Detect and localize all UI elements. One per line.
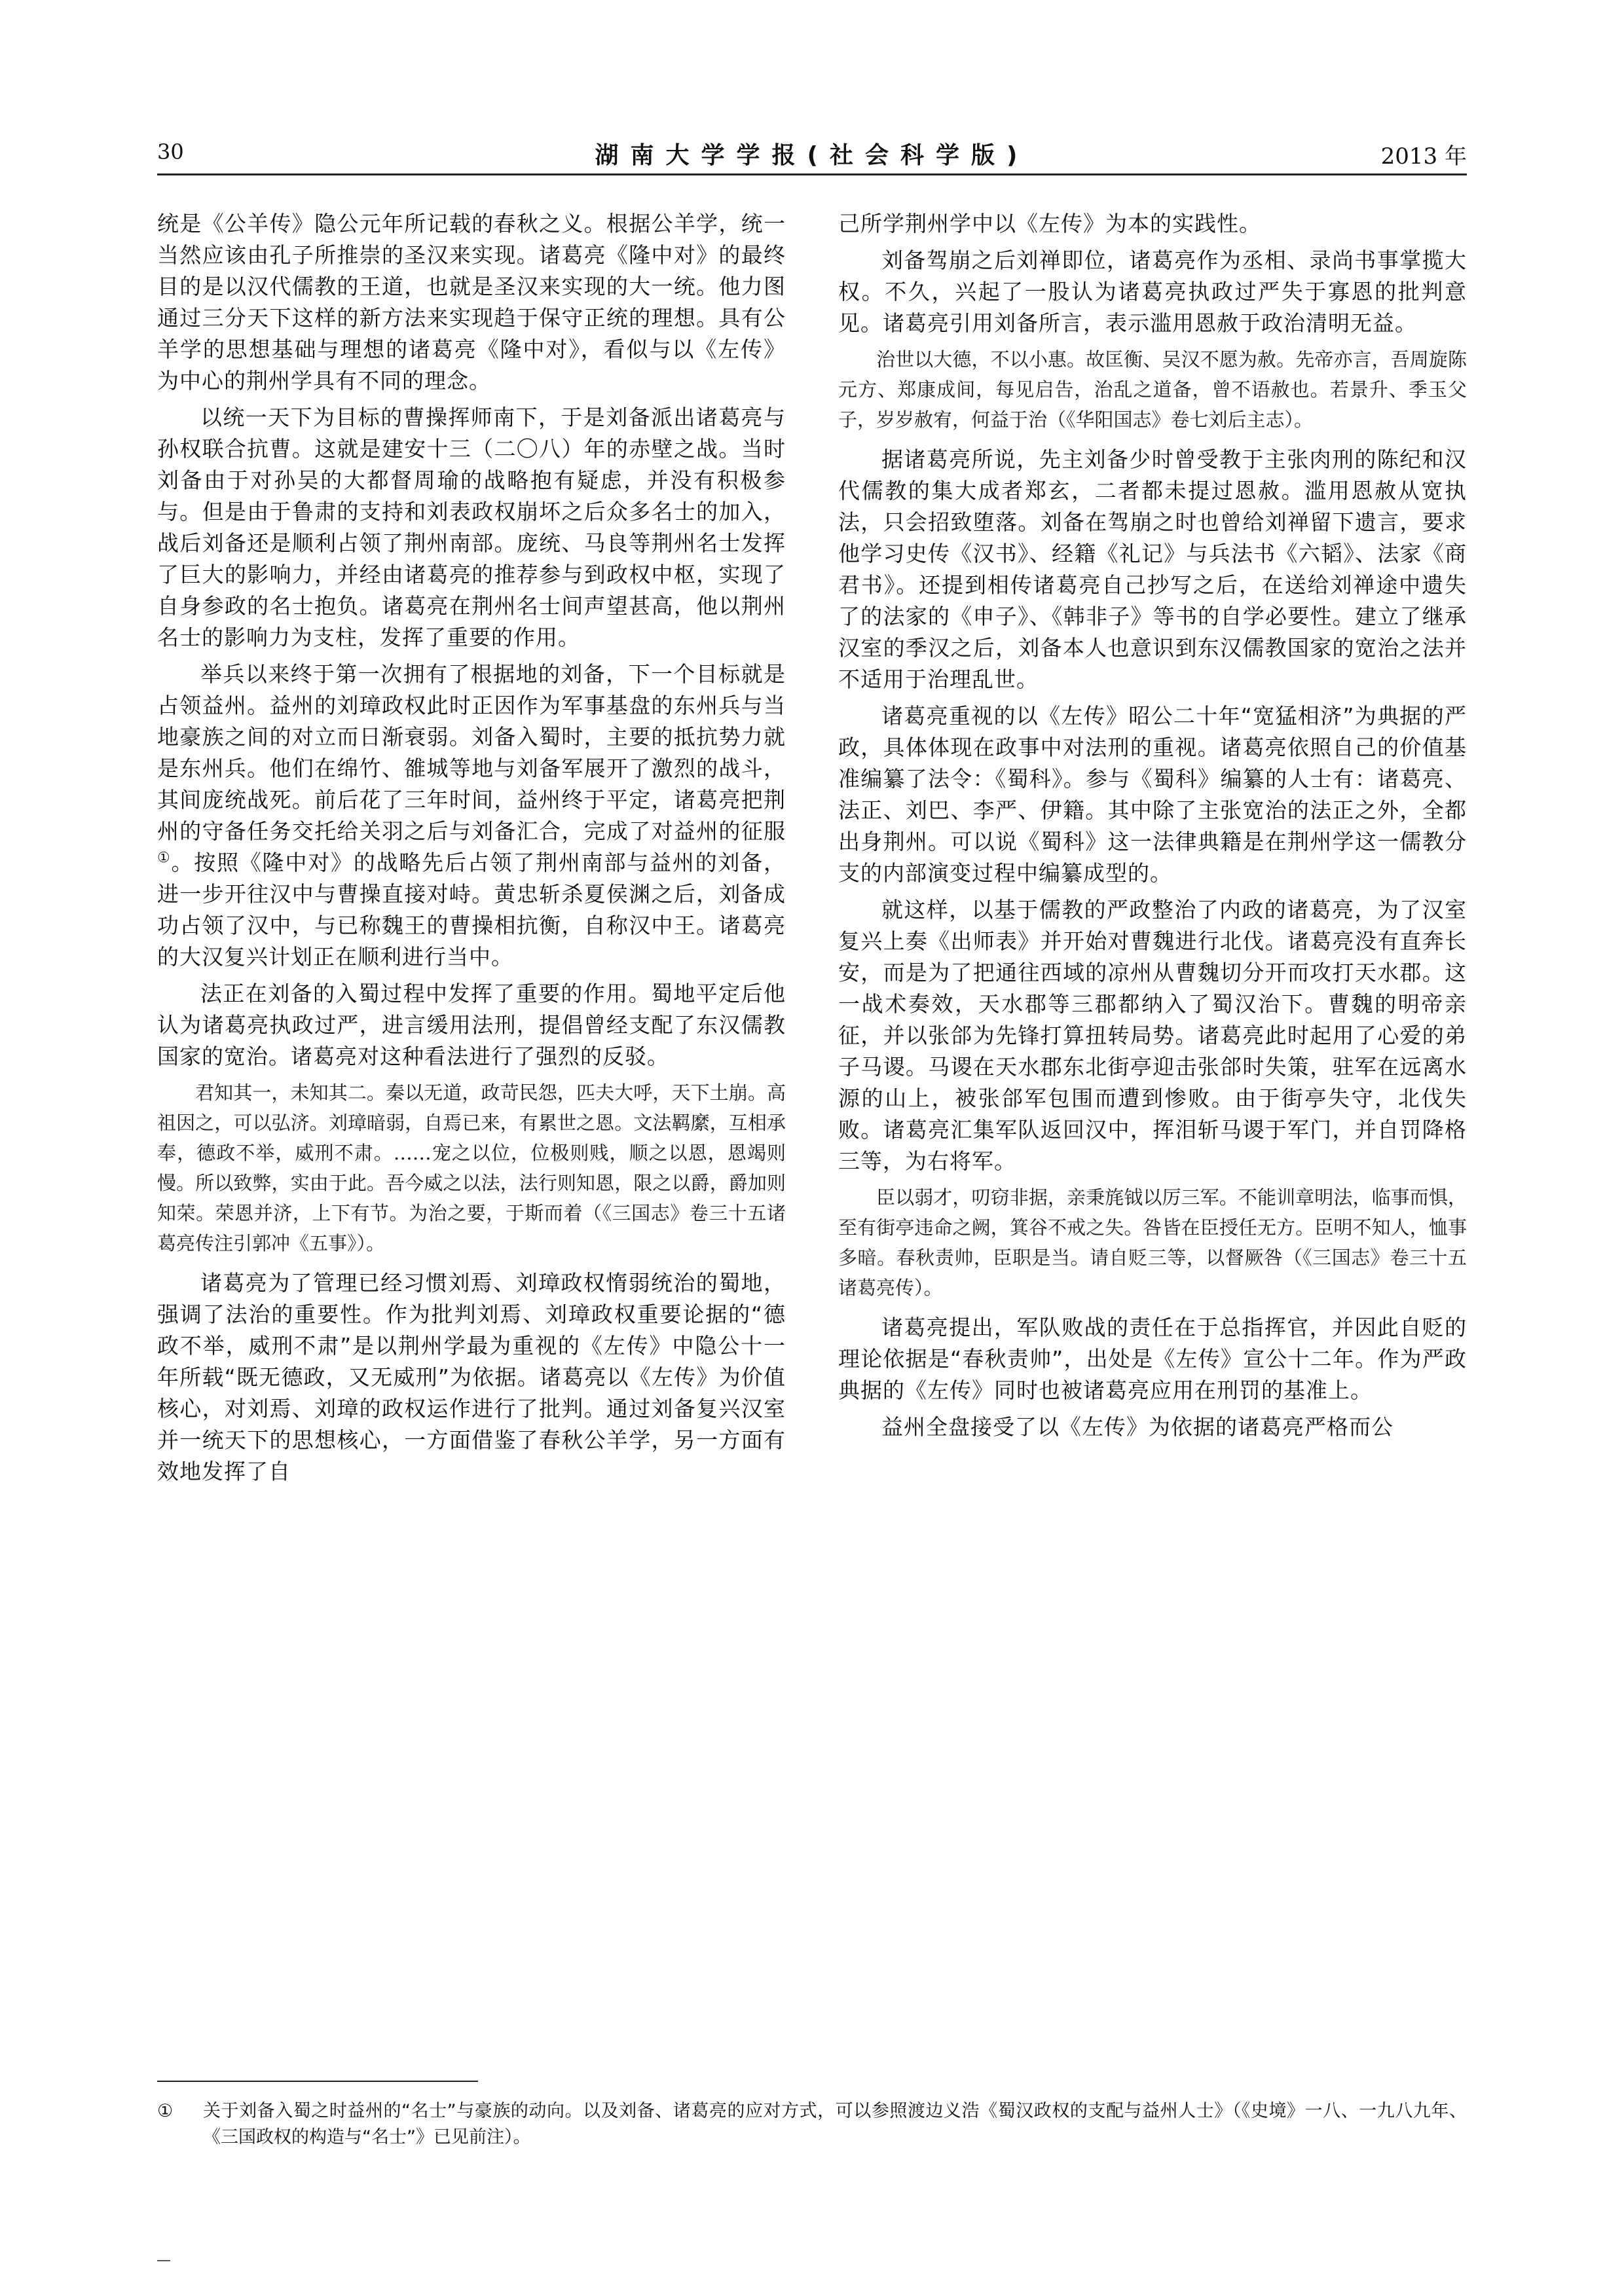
- paragraph: 就这样，以基于儒教的严政整治了内政的诸葛亮，为了汉室复兴上奏《出师表》并开始对曹魏进行北伐。诸葛亮没有直奔长安，而是为了把通往西域的凉州从曹魏切分开而攻打天水郡。这一战术奏效，天水郡等三郡都纳入了蜀汉治下。曹魏的明帝亲征，并以张郃为先锋打算扭转局势。诸葛亮此时起用了心爱的弟子马谡。马谡在天水郡东北街亭迎击张郃时失策，驻军在远离水源的山上，被张郃军包围而遭到惨败。由于街亭失守，北伐失败。诸葛亮汇集军队返回汉中，挥泪斩马谡于军门，并自罚降格三等，为右将军。: [838, 897, 1467, 1174]
- paragraph: 据诸葛亮所说，先主刘备少时曾受教于主张肉刑的陈纪和汉代儒教的集大成者郑玄，二者都未提过恩赦。滥用恩赦从宽执法，只会招致堕落。刘备在驾崩之时也曾给刘禅留下遗言，要求他学习史传《汉书》、经籍《礼记》与兵法书《六韬》、法家《商君书》。还提到相传诸葛亮自己抄写之后，在送给刘禅途中遗失了的法家的《申子》、《韩非子》等书的自学必要性。建立了继承汉室的季汉之后，刘备本人也意识到东汉儒教国家的宽治之法并不适用于治理乱世。: [838, 446, 1467, 692]
- paragraph: 统是《公羊传》隐公元年所记载的春秋之义。根据公羊学，统一当然应该由孔子所推崇的圣汉来实现。诸葛亮《隆中对》的最终目的是以汉代儒教的王道，也就是圣汉来实现的大一统。他力图通过三分天下这样的新方法来实现趋于保守正统的理想。具有公羊学的思想基础与理想的诸葛亮《隆中对》，看似与以《左传》为中心的荆州学具有不同的理念。: [157, 211, 786, 393]
- footnote-number: ①: [157, 2101, 174, 2121]
- footnote-divider: [157, 2081, 478, 2082]
- paragraph-text: 。按照《隆中对》的战略先后占领了荆州南部与益州的刘备，进一步开往汉中与曹操直接对峙。黄忠斩杀夏侯渊之后，刘备成功占领了汉中，与已称魏王的曹操相抗衡，自称汉中王。诸葛亮的大汉复兴计划正在顺利进行当中。: [157, 850, 786, 970]
- paragraph: 诸葛亮提出，军队败战的责任在于总指挥官，并因此自贬的理论依据是“春秋责帅”，出处是《左传》宣公十二年。作为严政典据的《左传》同时也被诸葛亮应用在刑罚的基准上。: [838, 1315, 1467, 1403]
- running-header: [157, 134, 1467, 175]
- page-number: 30: [157, 139, 184, 164]
- footnote-marker[interactable]: ①: [157, 850, 172, 866]
- paragraph: 法正在刘备的入蜀过程中发挥了重要的作用。蜀地平定后他认为诸葛亮执政过严，进言缓用法刑，提倡曾经支配了东汉儒教国家的宽治。诸葛亮对这种看法进行了强烈的反驳。: [157, 981, 786, 1069]
- paragraph: 刘备驾崩之后刘禅即位，诸葛亮作为丞相、录尚书事掌揽大权。不久，兴起了一股认为诸葛亮执政过严失于寡恩的批判意见。诸葛亮引用刘备所言，表示滥用恩赦于政治清明无益。: [838, 247, 1467, 336]
- page-corner-mark: [157, 2260, 170, 2261]
- issue-year: 2013 年: [1380, 143, 1467, 170]
- paragraph: 以统一天下为目标的曹操挥师南下，于是刘备派出诸葛亮与孙权联合抗曹。这就是建安十三（二〇八）年的赤壁之战。当时刘备由于对孙吴的大都督周瑜的战略抱有疑虑，并没有积极参与。但是由于鲁肃的支持和刘表政权崩坏之后众多名士的加入，战后刘备还是顺利占领了荆州南部。庞统、马良等荆州名士发挥了巨大的影响力，并经由诸葛亮的推荐参与到政权中枢，实现了自身参政的名士抱负。诸葛亮在荆州名士间声望甚高，他以荆州名士的影响力为支柱，发挥了重要的作用。: [157, 405, 786, 650]
- left-column: [157, 208, 786, 2198]
- paragraph: [157, 659, 786, 973]
- paragraph: 己所学荆州学中以《左传》为本的实践性。: [838, 211, 1261, 236]
- paragraph-text: 举兵以来终于第一次拥有了根据地的刘备，下一个目标就是占领益州。益州的刘璋政权此时正因作为军事基盘的东州兵与当地豪族之间的对立而日渐衰弱。刘备入蜀时，主要的抵抗势力就是东州兵。他们在绵竹、雒城等地与刘备军展开了激烈的战斗，其间庞统战死。前后花了三年时间，益州终于平定，诸葛亮把荆州的守备任务交托给关羽之后与刘备汇合，完成了对益州的征服: [157, 661, 786, 844]
- right-column: [838, 208, 1467, 2198]
- journal-title: 湖南大学学报(社会科学版): [595, 142, 1029, 169]
- footnote-text: 关于刘备入蜀之时益州的“名士”与豪族的动向。以及刘备、诸葛亮的应对方式，可以参照渡边义浩《蜀汉政权的支配与益州人士》（《史境》一八、一九八九年、《三国政权的构造与“名士”》已见前注）。: [203, 2101, 1467, 2147]
- paragraph: 诸葛亮重视的以《左传》昭公二十年“宽猛相济”为典据的严政，具体体现在政事中对法刑的重视。诸葛亮依照自己的价值基准编纂了法令：《蜀科》。参与《蜀科》编纂的人士有：诸葛亮、法正、刘巴、李严、伊籍。其中除了主张宽治的法正之外，全都出身荆州。可以说《蜀科》这一法律典籍是在荆州学这一儒教分支的内部演变过程中编纂成型的。: [838, 703, 1467, 886]
- paragraph: 益州全盘接受了以《左传》为依据的诸葛亮严格而公: [881, 1414, 1393, 1440]
- block-quote: 君知其一，未知其二。秦以无道，政苛民怨，匹夫大呼，天下土崩。高祖因之，可以弘济。刘璋暗弱，自焉已来，有累世之恩。文法羁縻，互相承奉，德政不举，威刑不肃。……宠之以位，位极则贱，顺之以恩，恩竭则慢。所以致弊，实由于此。吾今威之以法，法行则知恩，限之以爵，爵加则知荣。荣恩并济，上下有节。为治之要，于斯而着（《三国志》卷三十五诸葛亮传注引郭冲《五事》）。: [157, 1082, 786, 1254]
- footnote: [157, 2098, 1467, 2151]
- block-quote: 臣以弱才，叨窃非据，亲秉旄钺以厉三军。不能训章明法，临事而惧，至有街亭违命之阙，箕谷不戒之失。咎皆在臣授任无方。臣明不知人，恤事多暗。春秋责帅，臣职是当。请自贬三等，以督厥咎（《三国志》卷三十五诸葛亮传）。: [838, 1186, 1467, 1299]
- block-quote: 治世以大德，不以小惠。故匡衡、吴汉不愿为赦。先帝亦言，吾周旋陈元方、郑康成间，每见启告，治乱之道备，曾不语赦也。若景升、季玉父子，岁岁赦宥，何益于治（《华阳国志》卷七刘后主志）。: [838, 348, 1467, 431]
- paragraph: 诸葛亮为了管理已经习惯刘焉、刘璋政权惰弱统治的蜀地，强调了法治的重要性。作为批判刘焉、刘璋政权重要论据的“德政不举，威刑不肃”是以荆州学最为重视的《左传》中隐公十一年所载“既无德政，又无威刑”为依据。诸葛亮以《左传》为价值核心，对刘焉、刘璋的政权运作进行了批判。通过刘备复兴汉室并一统天下的思想核心，一方面借鉴了春秋公羊学，另一方面有效地发挥了自: [157, 1270, 786, 1484]
